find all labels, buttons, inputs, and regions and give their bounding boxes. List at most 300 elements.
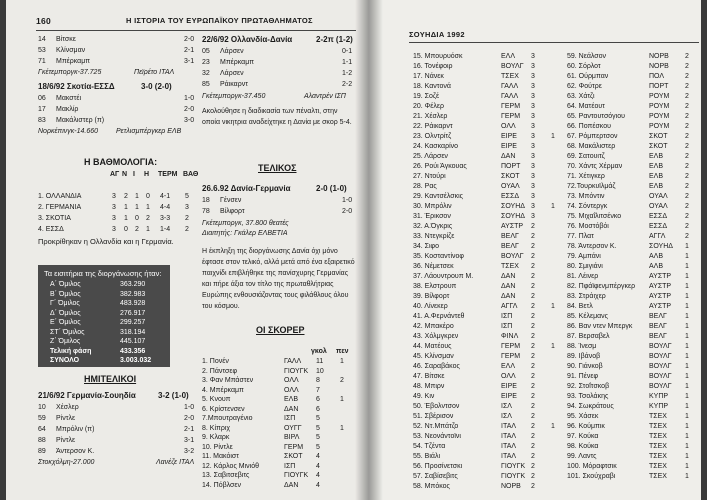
- scorer-team: ΤΣΕΧ: [649, 463, 667, 470]
- scorer-goals: 2: [531, 463, 535, 470]
- goal-scorer: Μπρόλιν (π): [56, 426, 95, 433]
- goal-scorer: Κλίνσμαν: [56, 47, 86, 54]
- scorer-name: 20. Φέλερ: [413, 103, 444, 110]
- scorer-name: 76. Μοστόβόι: [567, 223, 609, 230]
- scorer-name: 58. Μπόκος: [413, 483, 450, 490]
- scorer-row: [567, 282, 701, 292]
- scorer-team: ΒΙΡΛ: [284, 434, 300, 441]
- scorer-row: [413, 332, 565, 342]
- scorer-goals: 3: [531, 143, 535, 150]
- scorer-row: [413, 412, 565, 422]
- scorer-row: [567, 262, 701, 272]
- standings-cell: 3: [112, 204, 116, 211]
- scorer-name: 1. Πονέν: [202, 358, 229, 365]
- scorer-goals: 2: [531, 333, 535, 340]
- scorer-row: [567, 62, 701, 72]
- scorer-name: 38. Ελστρουπ: [413, 283, 457, 290]
- scorer-goals: 3: [531, 213, 535, 220]
- standings-cell: 0: [135, 215, 139, 222]
- scorer-pen: 1: [340, 424, 344, 432]
- scorer-team: ΚΥΠΡ: [649, 403, 669, 410]
- scorer-name: 85. Κέλεμανς: [567, 313, 609, 320]
- scorer-team: ΕΣΣΔ: [649, 213, 667, 220]
- scorer-row: [413, 92, 565, 102]
- scorer-row: [567, 212, 701, 222]
- scorer-name: 18. Καντονά: [413, 83, 451, 90]
- attendance-label: Ζ΄ Όμιλος: [50, 338, 81, 345]
- scorer-team: ΣΟΥΗΔ: [649, 243, 673, 250]
- scorer-team: ΒΟΥΛΓ: [649, 383, 672, 390]
- attendance-row: [50, 347, 162, 357]
- scorer-team: ΝΟΡΒ: [649, 53, 669, 60]
- goal-score: 2-0: [184, 106, 195, 113]
- goal-scorer: Ρίντλε: [56, 437, 76, 444]
- scorer-goals: 1: [685, 383, 689, 390]
- goal-minute: 23: [202, 59, 210, 66]
- goal-scorer: Λάρσεν: [220, 70, 244, 77]
- right-page: [369, 0, 701, 500]
- scorer-row: [567, 452, 701, 462]
- scorer-team: ΑΓΓΛ: [649, 233, 666, 240]
- match-b-block: [38, 93, 193, 126]
- scorer-row: [567, 332, 701, 342]
- scorer-team: ΚΥΠΡ: [649, 393, 669, 400]
- scorer-goals: 1: [685, 373, 689, 380]
- scorer-goals: 8: [316, 377, 320, 384]
- standings-header-cell: ΒΑΘ: [183, 171, 199, 178]
- scorer-team: ΒΕΛΓ: [649, 313, 667, 320]
- goal-scorer: Μπέρκαμπ: [220, 59, 255, 66]
- scorer-goals: 3: [531, 203, 535, 210]
- scorer-team: ΑΓΓΛ: [501, 303, 518, 310]
- standings-header-cell: ΑΓ: [110, 171, 120, 178]
- scorer-name: 6. Κρίστενσεν: [202, 405, 245, 413]
- attendance-value: 3.003.032: [120, 357, 152, 364]
- goal-minute: 88: [38, 437, 46, 444]
- semi-a-block: [38, 402, 194, 457]
- scorer-row: [413, 52, 565, 62]
- match-c-block: [202, 46, 352, 90]
- scorer-name: 22. Ράικαρντ: [413, 123, 453, 130]
- scorer-name: 13. Σαβιτσεβιτς: [202, 472, 250, 479]
- scorer-row: [202, 405, 360, 415]
- scorer-row: [413, 482, 565, 492]
- scorer-row: [567, 462, 701, 472]
- scorer-goals: 3: [531, 173, 535, 180]
- scorer-goals: 2: [685, 173, 689, 180]
- final-match-title: 26.6.92 Δανία-Γερμανία: [202, 184, 291, 193]
- standings-header-cell: Ι: [133, 171, 135, 178]
- standings-cell: 3: [112, 226, 116, 233]
- scorer-goals: 5: [316, 424, 320, 432]
- scorer-goals: 2: [531, 283, 535, 290]
- goal-row: [38, 115, 193, 126]
- scorer-goals: 2: [685, 193, 689, 200]
- match-b-venue: Νορκέπινγκ-14.660: [38, 128, 99, 135]
- scorer-goals: 2: [685, 63, 689, 70]
- scorer-goals: 4: [316, 472, 320, 479]
- scorer-pen: 1: [340, 396, 344, 403]
- scorer-goals: 2: [685, 183, 689, 190]
- scorer-goals: 2: [685, 113, 689, 120]
- standings-cell: 2: [146, 215, 150, 222]
- page-number: 160: [36, 16, 52, 26]
- scorer-name: 69. Σατουιτζ: [567, 153, 605, 160]
- scorer-team: ΓΑΛΛ: [501, 93, 519, 100]
- goal-scorer: Μακάλιστερ (π): [56, 117, 105, 124]
- scorer-name: 32. Α.Όγκρις: [413, 223, 453, 230]
- goal-scorer: Χέσλερ: [56, 404, 79, 411]
- scorer-name: 77. Πλατ: [567, 233, 594, 240]
- scorer-goals: 2: [531, 293, 535, 300]
- goal-row: [38, 93, 193, 104]
- scorer-goals: 2: [685, 73, 689, 80]
- scorer-row: [413, 252, 565, 262]
- scorer-name: 4. Μπέρκαμπ: [202, 386, 244, 394]
- standings-cell: 1-4: [160, 226, 171, 233]
- goal-score: 3-1: [184, 437, 195, 444]
- scorer-goals: 1: [685, 243, 689, 250]
- scorer-goals: 2: [685, 203, 689, 210]
- scorer-row: [567, 292, 701, 302]
- scorer-team: ΙΤΑΛ: [501, 433, 517, 440]
- scorer-name: 40. Λίνεκερ: [413, 303, 448, 310]
- scorer-row: [567, 342, 701, 352]
- scorer-row: [413, 72, 565, 82]
- scorer-row: [202, 367, 360, 377]
- goal-minute: 59: [38, 415, 46, 422]
- scorer-row: [413, 202, 565, 212]
- standings-header-cell: ΤΕΡΜ: [158, 171, 178, 178]
- scorer-name: 7.Μπουτραγένιο: [202, 415, 253, 422]
- scorer-goals: 1: [685, 323, 689, 330]
- scorer-row: [567, 92, 701, 102]
- attendance-row: [50, 290, 162, 300]
- scorer-name: 39. Βίλφορτ: [413, 293, 450, 300]
- scorer-team: ΣΚΟΤ: [501, 173, 520, 180]
- scorer-row: [413, 392, 565, 402]
- scorer-team: ΟΥΑΛ: [649, 203, 668, 210]
- scorer-goals: 2: [531, 233, 535, 240]
- scorer-row: [567, 72, 701, 82]
- scorer-row: [413, 242, 565, 252]
- scorer-team: ΣΟΥΗΔ: [501, 213, 525, 220]
- scorer-goals: 2: [531, 303, 535, 310]
- scorer-goals: 1: [685, 453, 689, 460]
- scorer-row: [202, 376, 360, 386]
- penalties-paragraph: Ακολούθησε η διαδικασία των πέναλτι, στην οποία νικητρια αναδείχτηκε η Δανία με σκορ 5-4.: [202, 108, 352, 126]
- scorer-name: 88. Ίνεσμ: [567, 343, 597, 350]
- scorer-name: 9. Κλαρκ: [202, 434, 230, 441]
- scorer-row: [567, 172, 701, 182]
- attendance-value: 483.928: [120, 300, 146, 307]
- scorer-pen: 1: [551, 133, 555, 140]
- scorer-team: ΓΙΟΥΓΚ: [501, 473, 526, 480]
- attendance-label: ΣΥΝΟΛΟ: [50, 357, 80, 364]
- goal-scorer: Μακστέι: [56, 95, 82, 102]
- scorer-team: ΠΟΡΤ: [649, 83, 669, 90]
- goal-minute: 64: [38, 426, 46, 433]
- goal-scorer: Βίλφορτ: [220, 208, 245, 215]
- scorer-team: ΟΛΛ: [501, 123, 516, 130]
- scorer-name: 28. Ρας: [413, 183, 437, 190]
- scorer-name: 71. Χέτιγκερ: [567, 173, 605, 180]
- scorer-team: ΓΙΟΥΓΚ: [284, 367, 309, 375]
- scorer-row: [413, 232, 565, 242]
- scorer-goals: 1: [685, 253, 689, 260]
- scorer-name: 84. Βετλ: [567, 303, 593, 310]
- attendance-value: 433.356: [120, 347, 146, 355]
- final-match-score: 2-0 (1-0): [316, 184, 347, 193]
- goal-score: 2-0: [184, 36, 195, 43]
- scorer-row: [567, 162, 701, 172]
- scorer-goals: 1: [685, 413, 689, 420]
- standings-cell: 4-1: [160, 193, 171, 200]
- scorer-row: [413, 382, 565, 392]
- standings-cell: 3-3: [160, 215, 171, 222]
- scorer-team: ΤΣΕΧ: [649, 473, 667, 480]
- scorer-row: [413, 152, 565, 162]
- scorer-goals: 2: [685, 123, 689, 130]
- scorer-goals: 2: [531, 383, 535, 390]
- scorer-team: ΡΟΥΜ: [649, 123, 670, 130]
- match-a-referee: Πεϊρέτο ΙΤΑΛ: [134, 69, 175, 76]
- scorer-goals: 1: [685, 333, 689, 340]
- scorer-team: ΔΑΝ: [501, 293, 516, 300]
- scorer-row: [567, 402, 701, 412]
- scorer-team: ΑΛΒ: [649, 263, 664, 270]
- goal-minute: 53: [38, 47, 46, 54]
- scorer-row: [413, 472, 565, 482]
- scorer-row: [567, 112, 701, 122]
- scorer-goals: 4: [316, 453, 320, 460]
- scorer-name: 54. Τζέντα: [413, 443, 446, 450]
- standings-header-cell: Η: [144, 171, 150, 178]
- scorer-team: ΕΙΡΕ: [501, 393, 517, 400]
- goal-minute: 71: [38, 58, 46, 65]
- scorer-goals: 1: [685, 273, 689, 280]
- scorer-goals: 2: [531, 313, 535, 320]
- goal-row: [38, 402, 194, 413]
- scorer-goals: 1: [685, 283, 689, 290]
- scorer-name: 14. Πόβλσεν: [202, 481, 241, 489]
- scorer-team: ΕΛΒ: [649, 183, 664, 190]
- scorer-goals: 3: [531, 183, 535, 190]
- scorer-goals: 2: [685, 163, 689, 170]
- goal-row: [202, 206, 354, 217]
- scorer-team: ΔΑΝ: [501, 153, 516, 160]
- goal-score: 1-0: [184, 95, 195, 102]
- running-head-right: ΣΟΥΗΔΙΑ 1992: [409, 30, 465, 39]
- scorer-name: 100. Μόραφτσικ: [567, 463, 617, 470]
- scorer-row: [567, 82, 701, 92]
- scorer-name: 52. Ντ.Μπάτζο: [413, 423, 459, 430]
- scorer-goals: 2: [685, 153, 689, 160]
- scorer-goals: 2: [685, 93, 689, 100]
- scorer-name: 61. Ούρμπαν: [567, 73, 609, 80]
- scorer-row: [202, 462, 360, 472]
- goal-scorer: Ρίντλε: [56, 415, 76, 422]
- scorer-row: [413, 102, 565, 112]
- scorer-row: [413, 212, 565, 222]
- scorer-row: [413, 82, 565, 92]
- scorer-row: [413, 172, 565, 182]
- scorer-goals: 5: [316, 415, 320, 422]
- match-b-title: 18/6/92 Σκοτία-ΕΣΣΔ: [38, 82, 115, 91]
- standings-header-row: [38, 169, 198, 180]
- scorer-name: 70. Χάντς Χέρμαν: [567, 163, 623, 170]
- standings-cell: 3: [112, 193, 116, 200]
- scorer-team: ΡΟΥΜ: [649, 113, 670, 120]
- scorer-name: 5. Κνουπ: [202, 396, 231, 403]
- scorer-name: 30. Μπρόλιν: [413, 203, 452, 210]
- scorer-row: [567, 152, 701, 162]
- goal-scorer: Βίτσκε: [56, 36, 76, 43]
- scorer-name: 79. Αμπάνι: [567, 253, 601, 260]
- scorer-goals: 2: [531, 453, 535, 460]
- scorer-team: ΓΕΡΜ: [501, 343, 521, 350]
- scorer-name: 74. Σόντεργκ: [567, 203, 608, 210]
- scorer-name: 46. Σαραβάκος: [413, 363, 460, 370]
- goal-score: 2-0: [184, 415, 195, 422]
- scorer-team: ΕΛΛ: [501, 363, 516, 370]
- attendance-row: [50, 318, 162, 328]
- goal-row: [38, 413, 194, 424]
- scorer-name: 47. Βίτσκε: [413, 373, 445, 380]
- goal-minute: 05: [202, 48, 210, 55]
- standings-cell: 1: [124, 215, 128, 222]
- scorer-name: 55. Βιάλι: [413, 453, 441, 460]
- scorer-team: ΕΛΒ: [649, 163, 664, 170]
- left-page: [6, 0, 369, 500]
- scorer-row: [567, 192, 701, 202]
- scorer-team: ΤΣΕΧ: [501, 73, 519, 80]
- scorer-name: 27. Ντούρι: [413, 173, 446, 180]
- scorer-pen: 1: [551, 423, 555, 430]
- scorer-team: ΑΥΣΤΡ: [649, 293, 672, 300]
- scorer-team: ΒΟΥΛΓ: [649, 353, 672, 360]
- scorer-row: [413, 442, 565, 452]
- scorer-team: ΕΛΒ: [649, 153, 664, 160]
- scorer-name: 90. Γιάνκοβ: [567, 363, 603, 370]
- scorer-team: ΕΙΡΕ: [501, 143, 517, 150]
- attendance-label: Τελική φάση: [50, 347, 92, 355]
- goal-row: [38, 446, 194, 457]
- scorer-name: 34. Σιφο: [413, 243, 439, 250]
- scorer-name: 62. Φούτρε: [567, 83, 602, 90]
- scorer-name: 56. Προσίνετσκι: [413, 463, 463, 470]
- standings-cell: 1: [124, 204, 128, 211]
- scorer-name: 101. Σκούχραβι: [567, 473, 616, 480]
- scorer-row: [567, 132, 701, 142]
- scorer-name: 98. Κούκα: [567, 443, 599, 450]
- scorer-row: [567, 102, 701, 112]
- scorer-name: 64. Ματέουτ: [567, 103, 605, 110]
- scorer-row: [413, 292, 565, 302]
- standings-note: Προκρίθηκαν η Ολλανδία και η Γερμανία.: [38, 237, 174, 246]
- goal-minute: 78: [202, 208, 210, 215]
- attendance-value: 299.257: [120, 319, 146, 326]
- scorer-name: 57. Σαβίσεβιτς: [413, 473, 458, 480]
- scorer-name: 37. Λάουντρουπ Μ.: [413, 273, 474, 280]
- scorer-team: ΕΣΣΔ: [501, 193, 519, 200]
- final-title: ΤΕΛΙΚΟΣ: [258, 163, 297, 173]
- scorer-team: ΒΟΥΛΓ: [649, 363, 672, 370]
- scorer-row: [202, 357, 360, 367]
- match-b-score: 3-0 (2-0): [141, 82, 172, 91]
- header-rule: [36, 30, 356, 31]
- scorer-team: ΓΕΡΜ: [284, 443, 304, 451]
- goal-row: [38, 424, 194, 435]
- attendance-value: 445.107: [120, 338, 146, 345]
- scorer-team: ΟΥΑΛ: [501, 183, 520, 190]
- scorer-goals: 2: [685, 103, 689, 110]
- goal-score: 1-0: [184, 404, 195, 411]
- match-c-title: 22/6/92 Ολλανδία-Δανία: [202, 35, 293, 44]
- scorer-team: ΝΟΡΒ: [649, 63, 669, 70]
- scorer-goals: 3: [531, 103, 535, 110]
- scorer-row: [567, 382, 701, 392]
- scorer-goals: 1: [685, 353, 689, 360]
- scorer-name: 67. Ρόμπερτσον: [567, 133, 618, 140]
- goal-score: 3-2: [184, 448, 195, 455]
- scorer-row: [202, 471, 360, 481]
- attendance-value: 363.290: [120, 281, 146, 288]
- scorer-goals: 2: [531, 433, 535, 440]
- scorer-goals: 1: [685, 393, 689, 400]
- match-c-venue: Γκέτεμποργκ-37.450: [202, 93, 266, 100]
- scorer-name: 43. Χόλμγκρεν: [413, 333, 459, 340]
- scorer-name: 31. Έρικσον: [413, 213, 451, 220]
- scorer-name: 25. Λάρσεν: [413, 153, 448, 160]
- standings-cell: 3: [112, 215, 116, 222]
- scorer-row: [413, 282, 565, 292]
- scorer-row: [413, 142, 565, 152]
- match-b-referee: Ρετλισμπέργκερ ΕΛΒ: [116, 128, 182, 135]
- scorer-team: ΙΣΠ: [284, 462, 296, 470]
- scorer-team: ΡΟΥΜ: [649, 103, 670, 110]
- scorer-row: [413, 192, 565, 202]
- standings-header-cell: Ν: [122, 171, 128, 178]
- scorer-team: ΕΣΣΔ: [649, 223, 667, 230]
- scorer-name: 65. Ραντουτσόγιου: [567, 113, 625, 120]
- scorer-team: ΓΕΡΜ: [501, 103, 521, 110]
- scorer-team: ΒΕΛΓ: [501, 243, 519, 250]
- semifinals-title: ΗΜΙΤΕΛΙΚΟΙ: [84, 374, 137, 384]
- scorer-row: [567, 222, 701, 232]
- scorer-goals: 1: [685, 343, 689, 350]
- match-a-block: [38, 34, 193, 67]
- scorer-goals: 1: [685, 443, 689, 450]
- attendance-rows: [50, 280, 162, 366]
- scorer-row: [413, 312, 565, 322]
- scorer-row: [567, 52, 701, 62]
- scorer-row: [202, 424, 360, 434]
- scorer-team: ΕΙΡΕ: [501, 133, 517, 140]
- scorer-team: ΣΚΟΤ: [649, 143, 668, 150]
- scorer-row: [413, 372, 565, 382]
- scorers-title: ΟΙ ΣΚΟΡΕΡ: [256, 325, 305, 335]
- scorer-row: [567, 142, 701, 152]
- scorer-goals: 5: [316, 443, 320, 451]
- goal-scorer: Γένσεν: [220, 197, 242, 204]
- scorer-team: ΟΥΑΛ: [649, 193, 668, 200]
- scorer-name: 81. Λέινερ: [567, 273, 599, 280]
- scorer-name: 29. Καντσέλσκις: [413, 193, 464, 200]
- goal-score: 1-0: [342, 197, 353, 204]
- scorer-row: [202, 452, 360, 462]
- scorer-row: [413, 322, 565, 332]
